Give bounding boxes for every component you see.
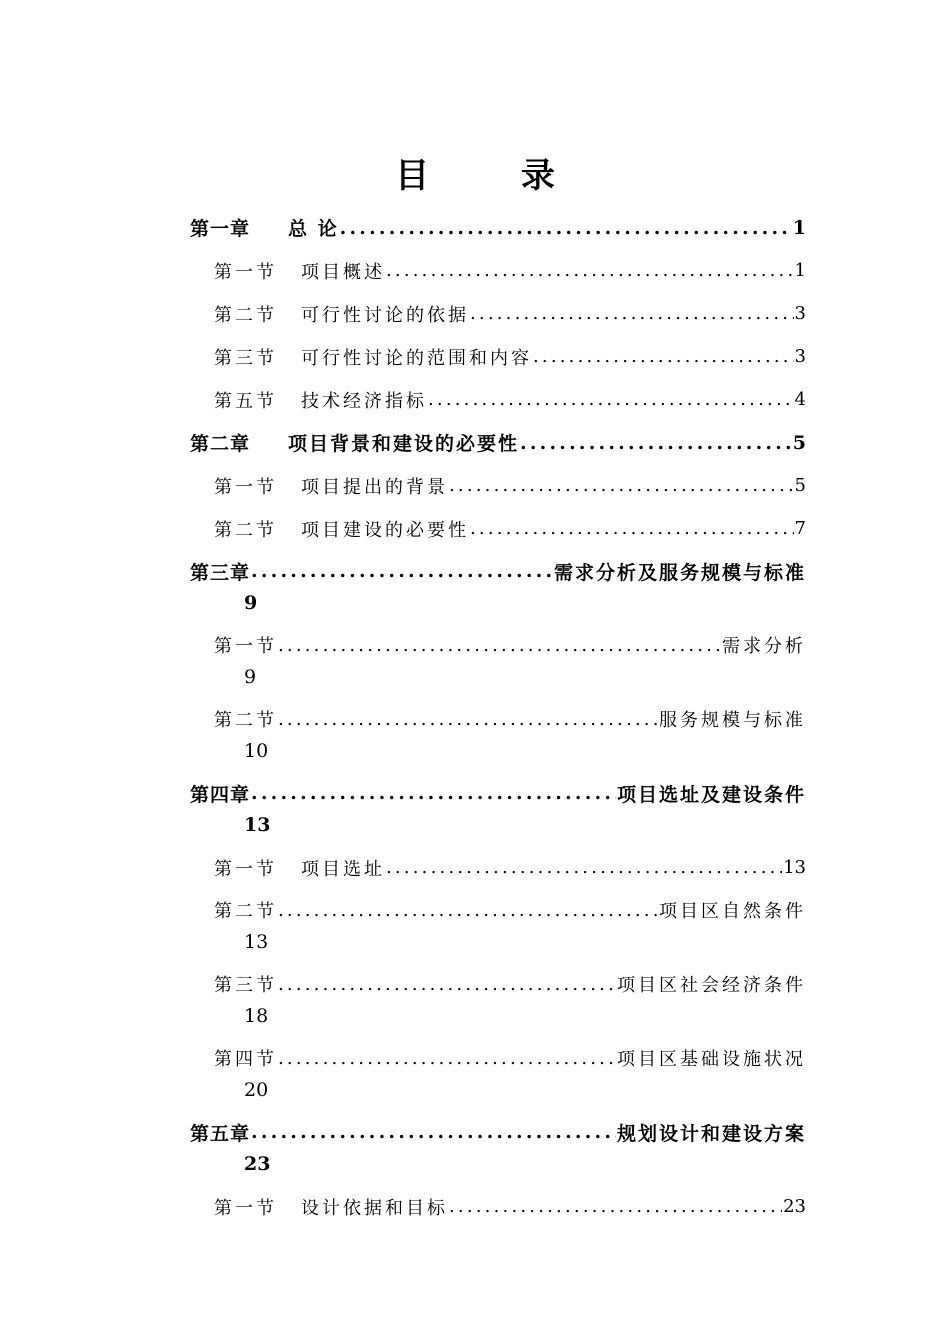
entry-page: 9	[244, 666, 257, 688]
leader-dots	[278, 974, 616, 995]
toc-entry-section[interactable]	[190, 698, 806, 772]
entry-title: 总 论	[288, 218, 339, 240]
entry-title: 项目区基础设施状况	[617, 1049, 806, 1070]
entry-page: 1	[792, 216, 806, 239]
entry-label: 第一节	[214, 261, 277, 283]
entry-label: 第二节	[214, 901, 277, 922]
leader-dots	[533, 346, 794, 367]
entry-label: 第一章	[190, 218, 251, 240]
entry-label: 第一节	[214, 858, 277, 880]
table-of-contents	[190, 206, 806, 1228]
toc-entry-section[interactable]	[190, 846, 806, 889]
entry-label: 第五章	[190, 1122, 251, 1145]
entry-title: 规划设计和建设方案	[616, 1122, 806, 1145]
entry-title: 项目选址及建设条件	[616, 783, 806, 806]
entry-label: 第二节	[214, 519, 277, 541]
entry-title: 项目概述	[301, 261, 385, 283]
toc-entry-section[interactable]	[190, 249, 806, 292]
entry-title: 服务规模与标准	[659, 710, 806, 731]
entry-page: 13	[244, 931, 269, 953]
entry-page: 5	[792, 431, 806, 454]
toc-entry-section[interactable]	[190, 963, 806, 1037]
leader-dots	[470, 518, 794, 539]
leader-dots	[386, 260, 794, 281]
entry-label: 第三节	[214, 347, 277, 369]
entry-label: 第二节	[214, 710, 277, 731]
entry-page: 3	[794, 303, 806, 324]
entry-label: 第一节	[214, 1197, 277, 1219]
entry-label: 第二节	[214, 304, 277, 326]
entry-page: 23	[783, 1196, 806, 1217]
leader-dots	[278, 1048, 616, 1069]
entry-label: 第三章	[190, 561, 251, 584]
page-title: 目 录	[395, 156, 595, 196]
toc-entry-section[interactable]	[190, 464, 806, 507]
entry-title: 设计依据和目标	[301, 1197, 448, 1219]
toc-entry-chapter[interactable]	[190, 550, 806, 624]
entry-page: 13	[244, 814, 271, 836]
entry-title: 需求分析及服务规模与标准	[553, 561, 806, 584]
toc-entry-section[interactable]	[190, 378, 806, 421]
entry-title: 可行性讨论的依据	[301, 304, 469, 326]
toc-entry-section[interactable]	[190, 1037, 806, 1111]
entry-page: 3	[794, 346, 806, 367]
toc-entry-section[interactable]	[190, 889, 806, 963]
entry-title: 项目建设的必要性	[301, 519, 469, 541]
entry-title: 项目选址	[301, 858, 385, 880]
leader-dots	[278, 709, 658, 730]
toc-entry-chapter[interactable]	[190, 206, 806, 249]
entry-page: 1	[794, 260, 806, 281]
leader-dots	[449, 1196, 782, 1217]
entry-title: 可行性讨论的范围和内容	[301, 347, 532, 369]
entry-page: 23	[244, 1153, 271, 1175]
leader-dots	[449, 475, 794, 496]
leader-dots	[278, 635, 721, 656]
entry-title: 技术经济指标	[301, 390, 427, 412]
toc-entry-section[interactable]	[190, 507, 806, 550]
entry-page: 9	[244, 592, 258, 614]
entry-page: 4	[794, 389, 806, 410]
leader-dots	[251, 1121, 616, 1143]
leader-dots	[386, 857, 782, 878]
toc-entry-section[interactable]	[190, 624, 806, 698]
toc-entry-section[interactable]	[190, 1185, 806, 1228]
toc-entry-chapter[interactable]	[190, 1111, 806, 1185]
entry-title: 项目背景和建设的必要性	[288, 433, 520, 455]
entry-page: 7	[794, 518, 806, 539]
entry-label: 第五节	[214, 390, 277, 412]
leader-dots	[251, 782, 616, 804]
leader-dots	[428, 389, 794, 410]
leader-dots	[470, 303, 794, 324]
entry-label: 第二章	[190, 433, 251, 455]
entry-title: 项目区自然条件	[659, 901, 806, 922]
entry-label: 第四章	[190, 783, 251, 806]
toc-entry-section[interactable]	[190, 292, 806, 335]
toc-entry-chapter[interactable]	[190, 772, 806, 846]
toc-entry-chapter[interactable]	[190, 421, 806, 464]
entry-page: 13	[783, 857, 806, 878]
entry-title: 需求分析	[722, 636, 806, 657]
entry-title: 项目提出的背景	[301, 476, 448, 498]
entry-label: 第一节	[214, 476, 277, 498]
entry-page: 5	[794, 475, 806, 496]
entry-page: 10	[244, 740, 269, 762]
leader-dots	[251, 560, 553, 582]
toc-entry-section[interactable]	[190, 335, 806, 378]
entry-page: 20	[244, 1079, 269, 1101]
leader-dots	[520, 432, 792, 454]
entry-label: 第三节	[214, 975, 277, 996]
entry-title: 项目区社会经济条件	[617, 975, 806, 996]
leader-dots	[340, 217, 792, 239]
entry-label: 第四节	[214, 1049, 277, 1070]
leader-dots	[278, 900, 658, 921]
entry-page: 18	[244, 1005, 269, 1027]
entry-label: 第一节	[214, 636, 277, 657]
